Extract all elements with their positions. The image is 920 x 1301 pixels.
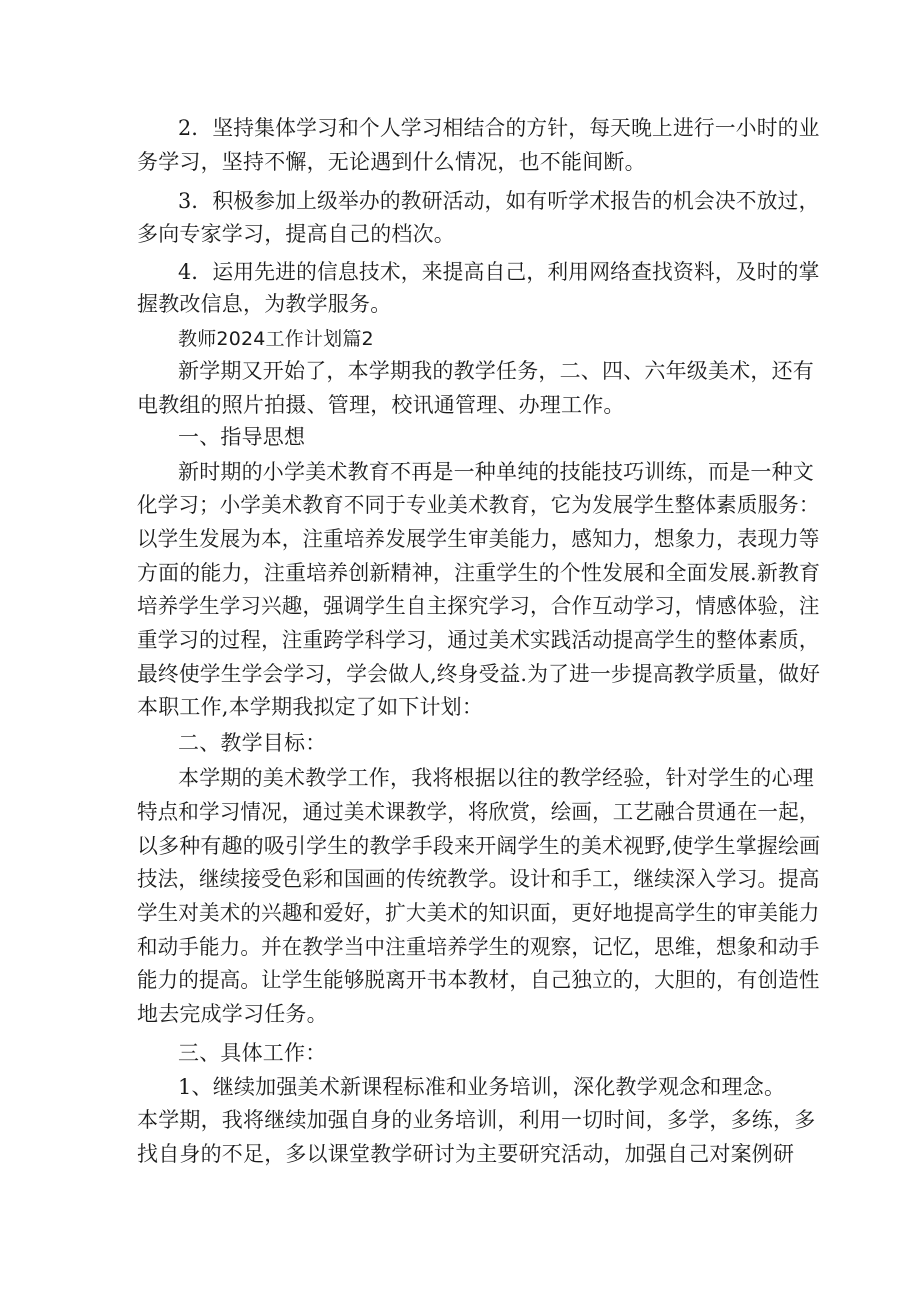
text-line-6: 握教改信息，为教学服务。 [137, 292, 392, 316]
text-line-18: 本职工作,本学期我拟定了如下计划： [137, 695, 484, 719]
text-line-2: 务学习，坚持不懈，无论遇到什么情况，也不能间断。 [137, 150, 646, 174]
text-line-4: 多向专家学习，提高自己的档次。 [137, 222, 455, 246]
text-line-27: 地去完成学习任务。 [137, 1002, 328, 1026]
text-line-20: 本学期的美术教学工作，我将根据以往的教学经验，针对学生的心理 [178, 766, 814, 790]
text-line-25: 和动手能力。并在教学当中注重培养学生的观察，记忆，思维，想象和动手 [137, 935, 820, 959]
text-line-12: 化学习；小学美术教育不同于专业美术教育，它为发展学生整体素质服务： [137, 493, 820, 517]
text-line-31: 找自身的不足，多以课堂教学研讨为主要研究活动，加强自己对案例研 [137, 1142, 795, 1166]
text-line-26: 能力的提高。让学生能够脱离开书本教材，自己独立的，大胆的，有创造性 [137, 968, 820, 992]
text-line-21: 特点和学习情况，通过美术课教学，将欣赏，绘画，工艺融合贯通在一起， [137, 800, 820, 824]
text-line-29: 1、继续加强美术新课程标准和业务培训，深化教学观念和理念。 [178, 1075, 786, 1099]
text-line-30: 本学期，我将继续加强自身的业务培训，利用一切时间，多学，多练，多 [137, 1108, 816, 1132]
text-line-13: 以学生发展为本，注重培养发展学生审美能力，感知力，想象力，表现力等 [137, 527, 820, 551]
text-line-22: 以多种有趣的吸引学生的教学手段来开阔学生的美术视野,使学生掌握绘画 [137, 834, 821, 858]
text-line-5: 4．运用先进的信息技术，来提高自己，利用网络查找资料，及时的掌 [178, 260, 820, 284]
text-line-24: 学生对美术的兴趣和爱好，扩大美术的知识面，更好地提高学生的审美能力 [137, 901, 820, 925]
text-line-3: 3．积极参加上级举办的教研活动，如有听学术报告的机会决不放过， [178, 189, 820, 213]
text-line-16: 重学习的过程，注重跨学科学习，通过美术实践活动提高学生的整体素质， [137, 628, 820, 652]
text-line-14: 方面的能力，注重培养创新精神，注重学生的个性发展和全面发展.新教育 [137, 561, 821, 585]
text-line-15: 培养学生学习兴趣，强调学生自主探究学习，合作互动学习，情感体验，注 [137, 594, 820, 618]
section-heading-guiding-thought: 一、指导思想 [178, 425, 306, 449]
text-line-23: 技法，继续接受色彩和国画的传统教学。设计和手工，继续深入学习。提高 [137, 867, 820, 891]
text-line-17: 最终使学生学会学习，学会做人,终身受益.为了进一步提高教学质量，做好 [137, 662, 821, 686]
section-heading-teaching-goals: 二、教学目标： [178, 731, 327, 755]
section-heading-plan-2: 教师2024工作计划篇2 [178, 328, 374, 350]
section-heading-specific-work: 三、具体工作： [178, 1041, 327, 1065]
text-line-8: 新学期又开始了，本学期我的教学任务，二、四、六年级美术，还有 [178, 359, 814, 383]
text-line-11: 新时期的小学美术教育不再是一种单纯的技能技巧训练，而是一种文 [178, 460, 814, 484]
text-line-1: 2．坚持集体学习和个人学习相结合的方针，每天晚上进行一小时的业 [178, 116, 820, 140]
text-line-9: 电教组的照片拍摄、管理，校讯通管理、办理工作。 [137, 393, 625, 417]
